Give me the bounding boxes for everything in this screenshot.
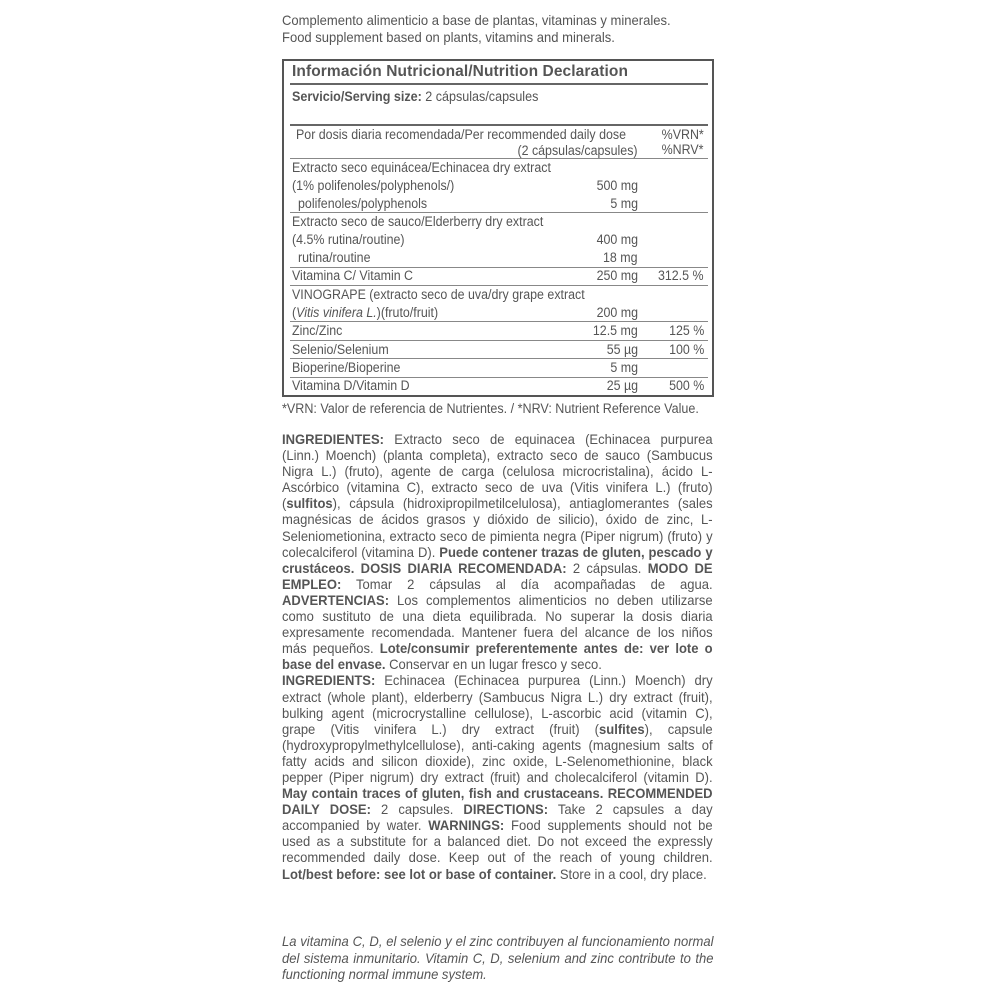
storage-text-es: Conservar en un lugar fresco y seco.	[385, 656, 602, 673]
rutin-label: rutina/routine	[298, 250, 371, 265]
allergen-traces-es: Puede contener trazas de gluten, pescado y crustáceos.	[282, 543, 713, 576]
header-dose: Por dosis diaria recomendada/Per recommended daily dose	[296, 127, 627, 142]
ingredients-label-en: INGREDIENTS:	[282, 672, 376, 689]
dose-text-en: 2 capsules.	[370, 801, 454, 818]
directions-text-en: Take 2 capsules a day accompanied by water.	[282, 801, 713, 834]
allergen-traces-en: May contain traces of gluten, fish and crustaceans.	[282, 785, 604, 802]
serving-value: 2 cápsulas/capsules	[425, 89, 539, 104]
serving-size	[292, 89, 538, 104]
vinogrape-part: )(fruto/fruit)	[376, 305, 439, 320]
selenium-amount: 55 µg	[606, 342, 638, 357]
vinogrape-amount: 200 mg	[596, 305, 638, 320]
warnings-text-es: Los complementos alimenticios no deben utilizarse como sustituto de una dieta equilibrada. No superar la dosis diaria expresamente recomendada. Mantener fuera del alcance de los niños más pequeños.	[282, 591, 713, 657]
ingredients-text: ), capsule (hydroxypropylmethylcellulose), anti-caking agents (magnesium salts of fatty acids and silicon dioxide), zinc oxide, L-Selenomethionine, black pepper (Piper nigrum) dry extract (fruit) and cholecalciferol (vitamin D).	[282, 720, 713, 785]
header-vrn: %VRN*	[661, 127, 704, 142]
ingredients-section	[282, 431, 713, 882]
polyphenols-amount: 5 mg	[610, 196, 638, 211]
selenium-label: Selenio/Selenium	[292, 342, 389, 357]
header-nrv: %NRV*	[662, 142, 704, 157]
rutin-amount: 18 mg	[603, 250, 638, 265]
polyphenols-label: polifenoles/polyphenols	[298, 196, 428, 211]
directions-label-en: DIRECTIONS:	[453, 801, 549, 818]
echinacea-amount: 500 mg	[596, 178, 638, 193]
warnings-label-en: WARNINGS:	[421, 817, 505, 834]
health-claim: La vitamina C, D, el selenio y el zinc contribuyen al funcionamiento normal del sistema inmunitario. Vitamin C, D, selenium and zinc contribute to the functioning normal immune system.	[282, 933, 714, 982]
zinc-amount: 12.5 mg	[593, 323, 638, 338]
nutrient-reference-footnote: *VRN: Valor de referencia de Nutrientes. / *NRV: Nutrient Reference Value.	[282, 401, 699, 416]
selenium-percent: 100 %	[668, 342, 704, 357]
row-divider	[290, 358, 708, 359]
nutrition-table	[282, 59, 714, 397]
elderberry-amount: 400 mg	[596, 232, 638, 247]
dose-text-es: 2 cápsulas.	[566, 559, 642, 576]
title-divider	[290, 83, 708, 85]
header-dose-capsules: (2 cápsulas/capsules)	[517, 143, 638, 158]
row-divider	[290, 212, 708, 213]
row-divider	[290, 340, 708, 341]
row-divider	[290, 158, 708, 159]
dose-label-en: RECOMMENDED DAILY DOSE:	[282, 785, 713, 818]
ingredients-english	[282, 672, 713, 881]
serving-label: Servicio/Serving size:	[292, 89, 422, 104]
usage-text-es: Tomar 2 cápsulas al día acompañadas de agua.	[341, 575, 713, 592]
ingredients-text: ), cápsula (hidroxipropilmetilcelulosa), antiaglomerantes (sales magnésicas de ácidos grasos y dióxido de silicio), óxido de zinc, L-Seleniometionina, extracto seco de pimienta negra (Piper nigrum) (fruto) y colecalciferol (vitamina D).	[282, 495, 713, 560]
echinacea-label-2: (1% polifenoles/polyphenols/)	[292, 178, 455, 193]
vitamin-c-percent: 312.5 %	[658, 268, 704, 283]
vitamin-c-amount: 250 mg	[596, 268, 638, 283]
vitamin-d-percent: 500 %	[668, 378, 704, 393]
description-en: Food supplement based on plants, vitamins and minerals.	[282, 29, 615, 45]
lot-label-en: Lot/best before: see lot or base of container.	[282, 865, 557, 882]
usage-label-es: MODO DE EMPLEO:	[282, 559, 713, 592]
allergen-sulfites: sulfites	[599, 720, 645, 737]
product-description	[282, 12, 691, 46]
serving-divider	[290, 124, 708, 126]
echinacea-label: Extracto seco equinácea/Echinacea dry extract	[292, 160, 551, 175]
vinogrape-species: Vitis vinifera L.	[296, 305, 377, 320]
lot-label-es: Lote/consumir preferentemente antes de: ver lote o base del envase.	[282, 640, 713, 673]
vitamin-d-label: Vitamina D/Vitamin D	[292, 378, 410, 393]
row-divider	[290, 321, 708, 322]
elderberry-label: Extracto seco de sauco/Elderberry dry extract	[292, 214, 544, 229]
description-es: Complemento alimenticio a base de plantas, vitaminas y minerales.	[282, 12, 671, 28]
row-divider	[290, 285, 708, 286]
vinogrape-label: VINOGRAPE (extracto seco de uva/dry grape extract	[292, 287, 585, 302]
storage-text-en: Store in a cool, dry place.	[556, 865, 707, 882]
ingredients-label-es: INGREDIENTES:	[282, 431, 385, 447]
allergen-sulfitos: sulfitos	[286, 495, 333, 512]
warnings-text-en: Food supplements should not be used as a substitute for a balanced diet. Do not exceed the expressly recommended daily dose. Keep out of the reach of young children.	[282, 817, 713, 866]
bioperine-amount: 5 mg	[610, 360, 638, 375]
vinogrape-label-2: (Vitis vinifera L.)(fruto/fruit)	[292, 305, 439, 320]
bioperine-label: Bioperine/Bioperine	[292, 360, 401, 375]
ingredients-text: Echinacea (Echinacea purpurea (Linn.) Moench) dry extract (whole plant), elderberry (Sambucus Nigra L.) dry extract (fruit), bulking agent (microcrystalline cellulose), L-ascorbic acid (vitamin C), grape (Vitis vinifera L.) dry extract (fruit) (	[282, 672, 713, 737]
elderberry-label-2: (4.5% rutina/routine)	[292, 232, 405, 247]
warnings-label-es: ADVERTENCIAS:	[282, 591, 390, 608]
vitamin-d-amount: 25 µg	[606, 378, 638, 393]
ingredients-spanish	[282, 431, 713, 672]
ingredients-text: Extracto seco de equinacea (Echinacea purpurea (Linn.) Moench) (planta completa), extracto seco de sauco (Sambucus Nigra L.) (fruto), agente de carga (celulosa microcristalina), ácido L-Ascórbico (vitamina C), extracto seco de uva (Vitis vinifera L.) (fruto) (	[282, 431, 713, 512]
zinc-label: Zinc/Zinc	[292, 323, 343, 338]
nutrition-title: Información Nutricional/Nutrition Declaration	[292, 63, 629, 80]
dose-label-es: DOSIS DIARIA RECOMENDADA:	[354, 559, 567, 576]
vitamin-c-label: Vitamina C/ Vitamin C	[292, 268, 414, 283]
zinc-percent: 125 %	[668, 323, 704, 338]
